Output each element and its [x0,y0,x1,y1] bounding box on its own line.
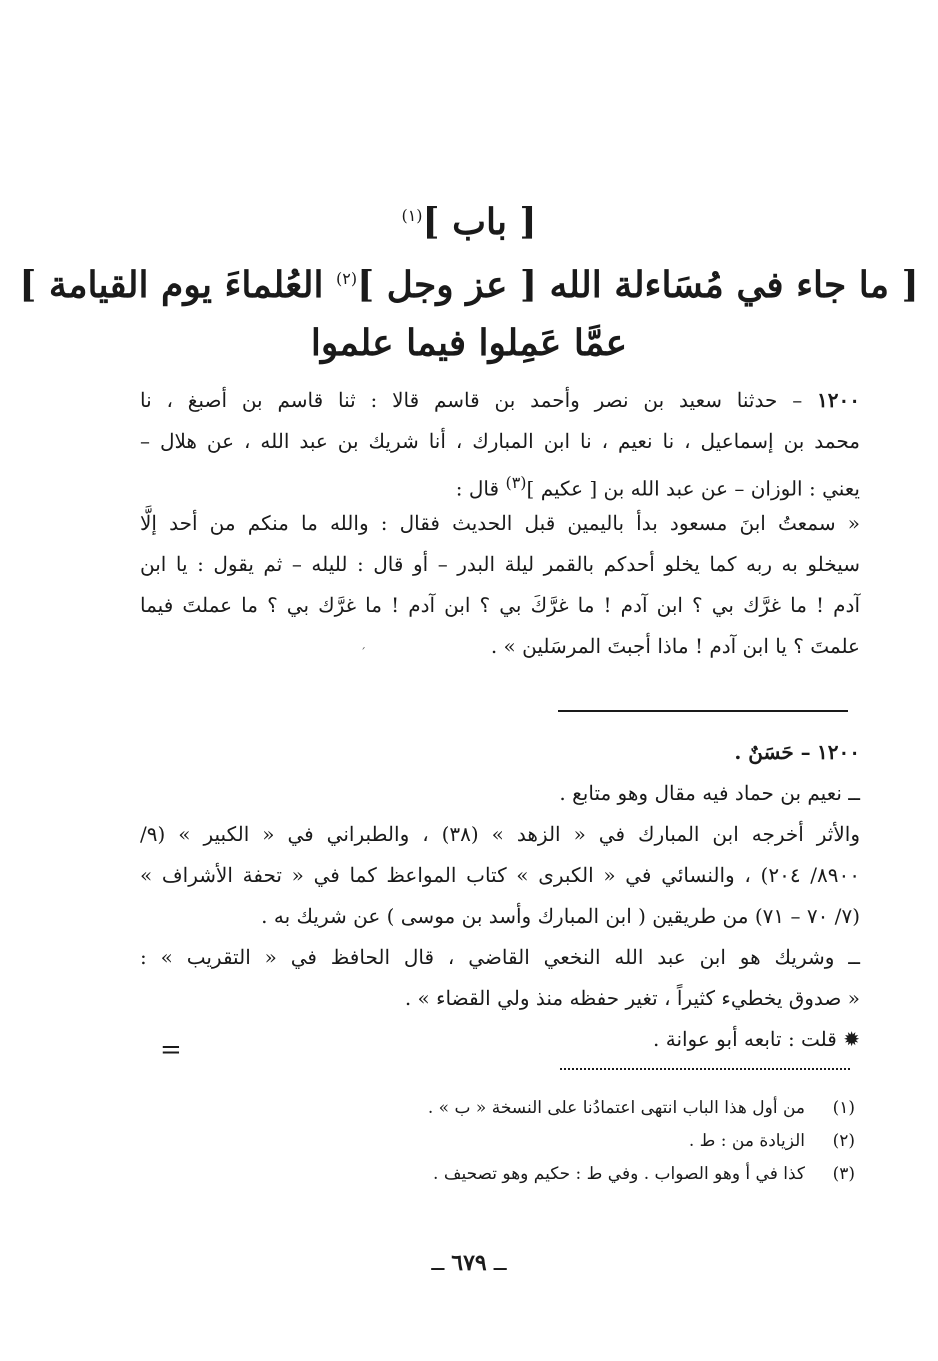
chapter-label [0,192,938,246]
takhrij-line: « صدوق يخطيء كثيراً ، تغير حفظه منذ ولي القضاء » . [404,986,860,1010]
takhrij-section [140,732,860,1060]
takhrij-note-line [140,1019,860,1060]
takhrij-line: (٧/ ٧٠ – ٧١) من طريقين ( ابن المبارك وأسد بن موسى ) عن شريك به . [261,904,860,928]
page-number-value: ٦٧٩ [451,1250,487,1276]
footnote-separator [560,1068,850,1070]
footnote-number: (٢) [832,1131,855,1151]
footnote-number: (١) [832,1098,855,1118]
page-number [0,1250,938,1276]
hadith-line-text: قال : [455,476,500,501]
takhrij-line: ٨٩٠٠/ ٢٠٤) ، والنسائي في « الكبرى » كتاب المواعظ كما في « تحفة الأشراف » [140,863,860,887]
continuation-mark: = [160,1035,182,1065]
hadith-line: علمتَ ؟ يا ابن آدم ! ماذا أجبتَ المرسَلين » . [490,634,860,658]
takhrij-number: ١٢٠٠ [817,740,860,764]
chapter-title [0,250,938,372]
star-icon: ✹ [843,1027,860,1051]
chapter-label-text: [ باب ] [422,201,537,243]
title-part-a: [ ما جاء في مُسَاءلة الله [ عز وجل ] [357,264,919,306]
takhrij-line: ــ نعيم بن حماد فيه مقال وهو متابع . [559,781,860,805]
hadith-line: « سمعتُ ابنَ مسعود بدأ باليمين قبل الحديث فقال : والله ما منكم من أحد إلَّا [140,511,860,535]
title-part-b: العُلماءَ يوم القيامة ] [19,264,324,306]
footnote [300,1125,855,1158]
hadith-text [140,380,860,667]
page-number-dash-right: ــ [431,1251,452,1276]
hadith-line-text: – حدثنا سعيد بن نصر وأحمد بن قاسم قالا : ثنا قاسم بن أصبغ ، نا [140,388,803,412]
hadith-line: آدم ! ما غرَّك بي ؟ ابن آدم ! ما غرَّكَ بي ؟ ابن آدم ! ما غرَّك بي ؟ ما عملتَ فيما [140,593,860,617]
hadith-line [140,462,860,503]
footnote [300,1158,855,1191]
footnote-number: (٣) [832,1164,855,1184]
footnote-text: من أول هذا الباب انتهى اعتمادُنا على النسخة « ب » . [427,1098,805,1118]
hadith-line: محمد بن إسماعيل ، نا نعيم ، نا ابن المبارك ، أنا شريك بن عبد الله ، عن هلال – [140,429,860,453]
hadith-line: سيخلو به ربه كما يخلو أحدكم بالقمر ليلة البدر – أو قال : لليله – ثم يقول : يا ابن [140,552,860,576]
takhrij-line: ــ وشريك هو ابن عبد الله النخعي القاضي ، قال الحافظ في « التقريب » : [140,945,860,969]
chapter-title-line-1 [0,250,938,314]
ink-mark: ´ [360,646,366,660]
footnotes [300,1092,855,1191]
hadith-number: ١٢٠٠ [817,388,861,412]
takhrij-note: قلت : تابعه أبو عوانة . [653,1027,837,1051]
page-number-dash-left: ــ [486,1251,507,1276]
footnote-text: كذا في أ وهو الصواب . وفي ط : حكيم وهو تصحيف . [433,1164,805,1184]
takhrij-grade: – حَسَنٌ . [734,740,811,764]
section-divider [558,710,848,712]
footnote [300,1092,855,1125]
hadith-line [140,380,860,421]
footnote-ref-2: (٢) [336,269,358,288]
hadith-line-text: يعني : الوزان – عن عبد الله بن [ عكيم ] [526,476,860,501]
footnote-text: الزيادة من : ط . [688,1131,805,1151]
takhrij-heading [140,732,860,773]
chapter-title-line-2: عمَّا عَمِلوا فيما علموا [310,322,628,364]
takhrij-line: والأثر أخرجه ابن المبارك في « الزهد » (٣٨) ، والطبراني في « الكبير » (٩/ [140,822,860,846]
footnote-ref-1: (١) [401,206,423,225]
footnote-ref-3: (٣) [505,473,527,492]
